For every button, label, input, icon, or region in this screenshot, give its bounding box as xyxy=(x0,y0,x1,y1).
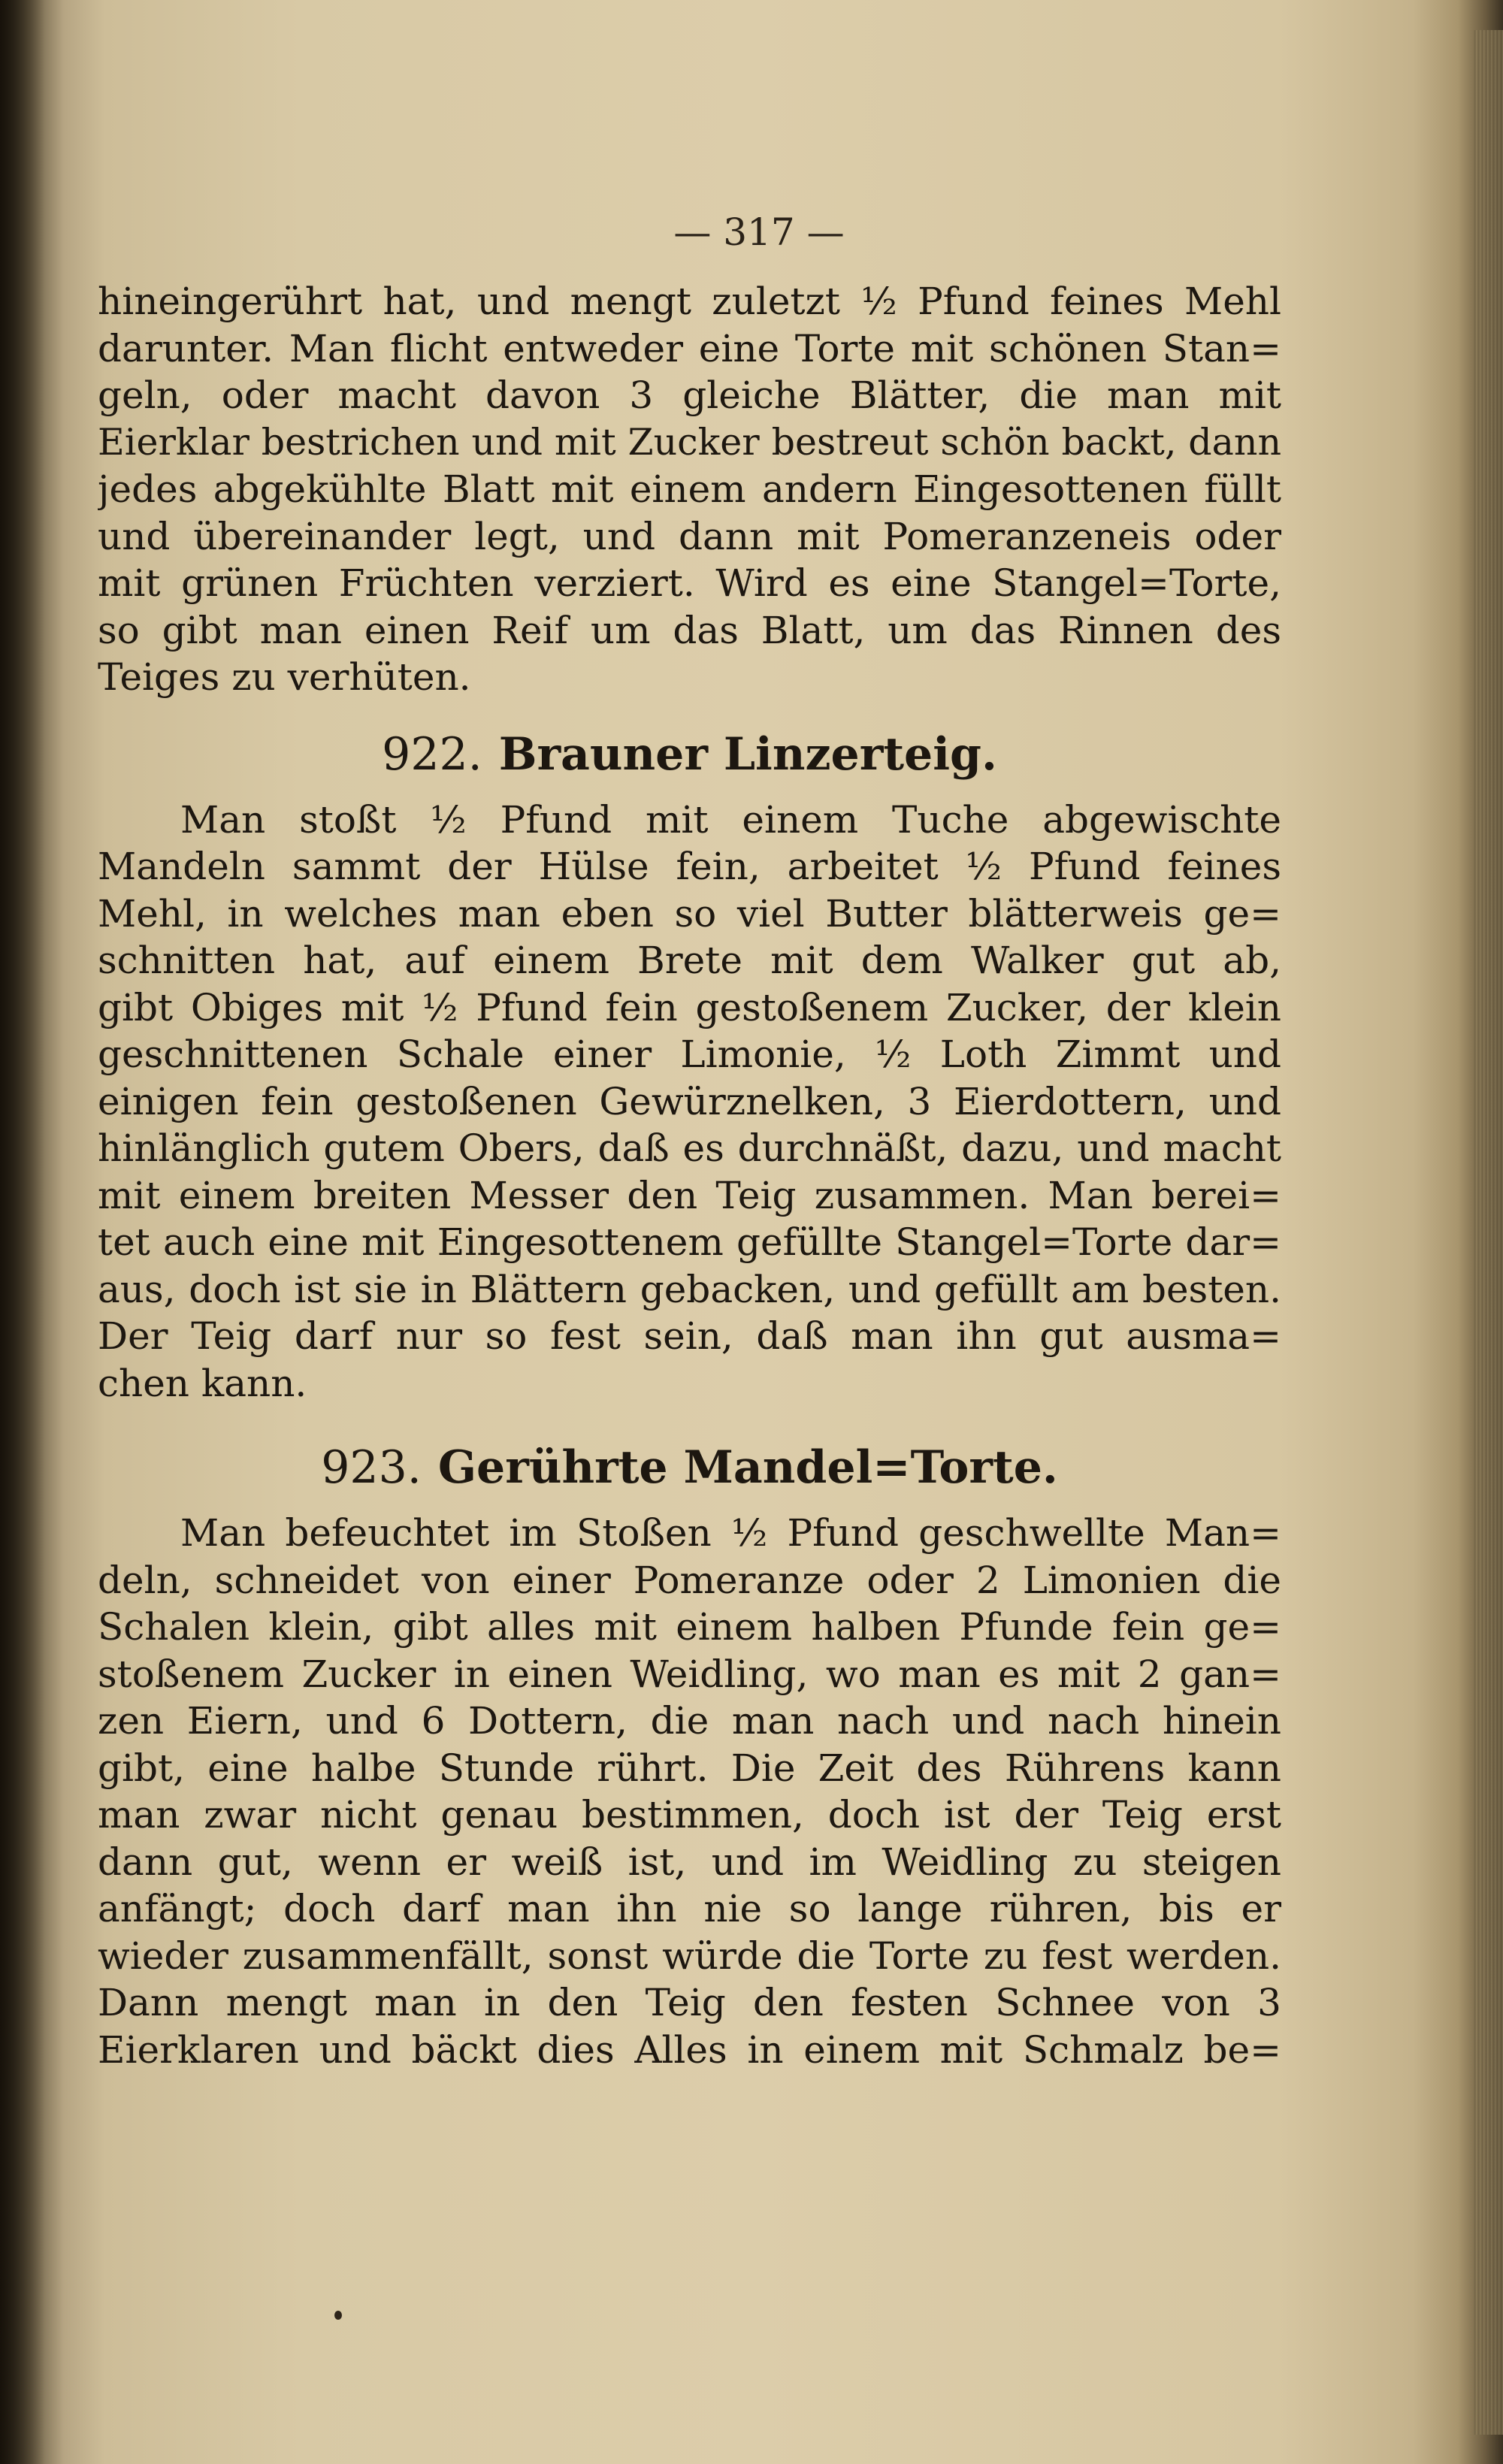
text-line: jedes abgekühlte Blatt mit einem andern Eingesottenen füllt xyxy=(98,467,1281,511)
section-title: Brauner Linzerteig. xyxy=(498,727,997,781)
section-heading-922 xyxy=(98,724,1281,785)
text-line: hineingerührt hat, und mengt zuletzt ½ Pfund feines Mehl xyxy=(98,280,1281,323)
text-line: stoßenem Zucker in einen Weidling, wo man es mit 2 gan= xyxy=(98,1652,1281,1696)
ink-dot-mark xyxy=(334,2311,342,2320)
section-heading-923 xyxy=(98,1437,1281,1498)
text-block xyxy=(98,203,1281,2073)
text-line: so gibt man einen Reif um das Blatt, um das Rinnen des xyxy=(98,608,1281,652)
text-line: darunter. Man flicht entweder eine Torte mit schönen Stan= xyxy=(98,326,1281,370)
section-number: 922. xyxy=(382,727,482,781)
text-line: schnitten hat, auf einem Brete mit dem Walker gut ab, xyxy=(98,939,1281,982)
text-line: hinlänglich gutem Obers, daß es durchnäßt, dazu, und macht xyxy=(98,1126,1281,1170)
text-line: anfängt; doch darf man ihn nie so lange rühren, bis er xyxy=(98,1887,1281,1930)
text-line: und übereinander legt, und dann mit Pomeranzeneis oder xyxy=(98,514,1281,558)
page-number: — 317 — xyxy=(673,210,845,254)
text-line: Dann mengt man in den Teig den festen Schnee von 3 xyxy=(98,1981,1281,2024)
section-number: 923. xyxy=(321,1441,422,1494)
text-line: Man befeuchtet im Stoßen ½ Pfund geschwellte Man= xyxy=(180,1511,1281,1555)
section-922-paragraph xyxy=(98,797,1281,1407)
text-line: geln, oder macht davon 3 gleiche Blätter, die man mit xyxy=(98,373,1281,417)
text-line: mit einem breiten Messer den Teig zusammen. Man berei= xyxy=(98,1173,1281,1217)
text-line: Man stoßt ½ Pfund mit einem Tuche abgewischte xyxy=(180,797,1281,842)
section-923-paragraph xyxy=(98,1510,1281,2073)
intro-paragraph xyxy=(98,278,1281,701)
text-line: Eierklar bestrichen und mit Zucker bestreut schön backt, dann xyxy=(98,420,1281,464)
text-line: gibt, eine halbe Stunde rührt. Die Zeit des Rührens kann xyxy=(98,1746,1281,1790)
text-line: wieder zusammenfällt, sonst würde die Torte zu fest werden. xyxy=(98,1933,1281,1978)
text-line: deln, schneidet von einer Pomeranze oder 2 Limonien die xyxy=(98,1558,1281,1602)
text-line: Schalen klein, gibt alles mit einem halben Pfunde fein ge= xyxy=(98,1605,1281,1649)
text-line: tet auch eine mit Eingesottenem gefüllte Stangel=Torte dar= xyxy=(98,1220,1281,1264)
text-line: gibt Obiges mit ½ Pfund fein gestoßenem Zucker, der klein xyxy=(98,985,1281,1029)
text-line: Der Teig darf nur so fest sein, daß man ihn gut ausma= xyxy=(98,1314,1281,1358)
text-line: zen Eiern, und 6 Dottern, die man nach und nach hinein xyxy=(98,1699,1281,1743)
text-line: aus, doch ist sie in Blättern gebacken, und gefüllt am besten. xyxy=(98,1267,1281,1311)
text-line: Eierklaren und bäckt dies Alles in einem mit Schmalz be= xyxy=(98,2027,1281,2072)
page-edges xyxy=(1473,30,1503,2435)
text-line: Mehl, in welches man eben so viel Butter blätterweis ge= xyxy=(98,891,1281,936)
text-line: mit grünen Früchten verziert. Wird es eine Stangel=Torte, xyxy=(98,561,1281,605)
text-line: chen kann. xyxy=(98,1361,307,1405)
text-line: Teiges zu verhüten. xyxy=(98,655,471,699)
text-line: geschnittenen Schale einer Limonie, ½ Loth Zimmt und xyxy=(98,1032,1281,1076)
gutter-shadow xyxy=(0,0,45,2464)
section-title: Gerührte Mandel=Torte. xyxy=(437,1441,1058,1494)
text-line: dann gut, wenn er weiß ist, und im Weidling zu steigen xyxy=(98,1840,1281,1884)
text-line: einigen fein gestoßenen Gewürznelken, 3 Eierdottern, und xyxy=(98,1079,1281,1123)
text-line: man zwar nicht genau bestimmen, doch ist der Teig erst xyxy=(98,1793,1281,1837)
text-line: Mandeln sammt der Hülse fein, arbeitet ½ Pfund feines xyxy=(98,845,1281,888)
